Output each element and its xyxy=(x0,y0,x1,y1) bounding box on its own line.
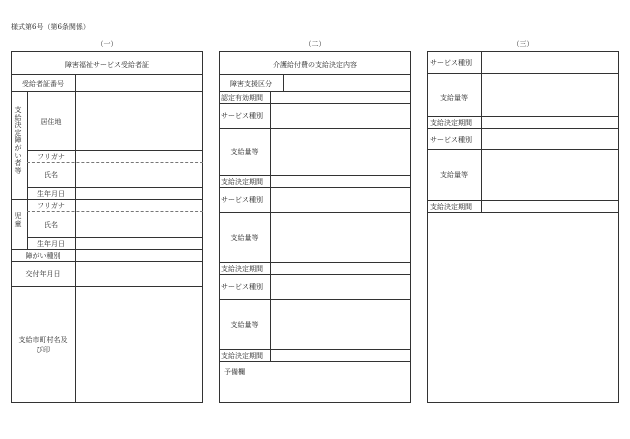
service-type-field[interactable] xyxy=(271,275,410,298)
issuer-label: 支給市町村名及び印 xyxy=(18,336,68,354)
decision-period-field[interactable] xyxy=(271,263,410,273)
service-type-label: サービス種別 xyxy=(430,136,472,144)
decision-period-label: 支給決定期間 xyxy=(221,178,263,186)
recipient-no-label: 受給者証番号 xyxy=(22,80,64,88)
panel2-title: 介護給付費の支給決定内容 xyxy=(273,61,357,69)
service-type-label: サービス種別 xyxy=(430,59,472,67)
decision-period-label: 支給決定期間 xyxy=(221,352,263,360)
panel3-header: （三） xyxy=(512,40,534,48)
service-type-field[interactable] xyxy=(271,104,410,127)
child-side-label: 児童 xyxy=(14,212,22,228)
name-label: 氏名 xyxy=(44,171,58,179)
guardian-side-label: 支給決定障がい者等 xyxy=(14,106,22,175)
cert-period-field[interactable] xyxy=(271,92,410,102)
recipient-no-field[interactable] xyxy=(76,75,202,90)
decision-period-field[interactable] xyxy=(271,176,410,186)
service-type-field[interactable] xyxy=(271,188,410,211)
amount-field[interactable] xyxy=(271,129,410,174)
child-furigana-label: フリガナ xyxy=(37,202,65,210)
support-level-label: 障害支援区分 xyxy=(230,80,272,88)
service-type-field[interactable] xyxy=(482,52,618,72)
service-type-label: サービス種別 xyxy=(221,112,263,120)
amount-field[interactable] xyxy=(482,150,618,199)
panel1-header: （一） xyxy=(96,40,118,48)
service-type-label: サービス種別 xyxy=(221,196,263,204)
panel3-blank-area[interactable] xyxy=(428,213,618,402)
issue-date-label: 交付年月日 xyxy=(25,270,61,278)
remarks-label: 予備欄 xyxy=(224,368,245,376)
issuer-field[interactable] xyxy=(76,287,202,402)
panel1-title: 障害福祉サービス受給者証 xyxy=(65,61,149,69)
child-birthdate-field[interactable] xyxy=(76,238,202,248)
address-label: 居住地 xyxy=(40,118,62,126)
service-type-field[interactable] xyxy=(482,129,618,148)
amount-label: 支給量等 xyxy=(230,321,259,329)
amount-label: 支給量等 xyxy=(440,171,468,179)
decision-period-label: 支給決定期間 xyxy=(430,203,472,211)
name-field[interactable] xyxy=(76,163,202,186)
furigana-label: フリガナ xyxy=(37,153,65,161)
amount-label: 支給量等 xyxy=(230,148,259,156)
amount-field[interactable] xyxy=(271,213,410,261)
form-title: 様式第6号（第6条関係） xyxy=(11,23,90,31)
decision-period-label: 支給決定期間 xyxy=(430,119,472,127)
decision-period-field[interactable] xyxy=(271,350,410,360)
amount-field[interactable] xyxy=(482,74,618,115)
support-level-field[interactable] xyxy=(284,75,410,90)
birthdate-field[interactable] xyxy=(76,188,202,198)
issue-date-field[interactable] xyxy=(76,262,202,285)
disability-type-label: 障がい種別 xyxy=(25,252,61,260)
amount-label: 支給量等 xyxy=(440,94,468,102)
child-birthdate-label: 生年月日 xyxy=(37,240,65,248)
child-name-field[interactable] xyxy=(76,212,202,236)
service-type-label: サービス種別 xyxy=(221,283,263,291)
decision-period-label: 支給決定期間 xyxy=(221,265,263,273)
cert-period-label: 認定有効期間 xyxy=(221,94,263,102)
panel2-header: （二） xyxy=(304,40,326,48)
child-name-label: 氏名 xyxy=(44,221,58,229)
birthdate-label: 生年月日 xyxy=(37,190,65,198)
amount-field[interactable] xyxy=(271,300,410,348)
address-field[interactable] xyxy=(76,92,202,149)
amount-label: 支給量等 xyxy=(230,234,259,242)
decision-period-field[interactable] xyxy=(482,117,618,127)
remarks-field[interactable] xyxy=(220,378,410,402)
decision-period-field[interactable] xyxy=(482,201,618,211)
disability-type-field[interactable] xyxy=(76,250,202,260)
